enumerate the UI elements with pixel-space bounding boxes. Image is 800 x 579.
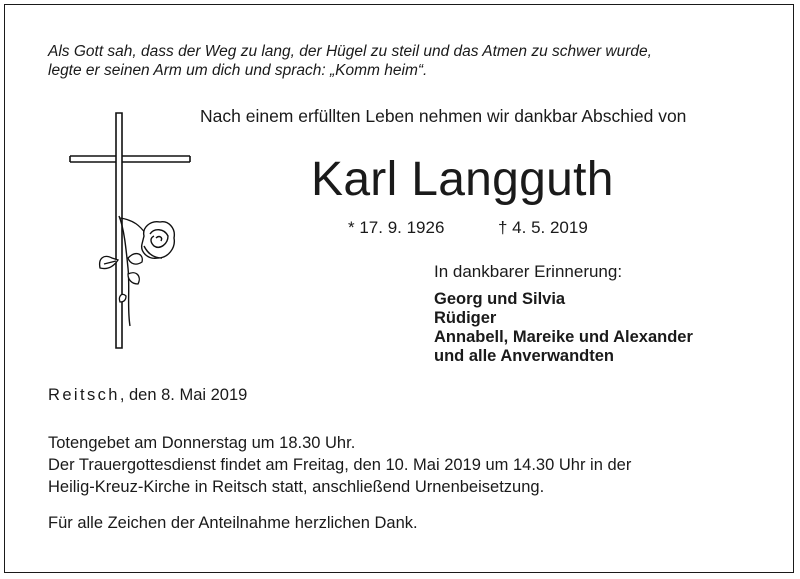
poem — [48, 42, 652, 80]
birth-date: * 17. 9. 1926 — [348, 218, 445, 237]
deceased-name: Karl Langguth — [311, 153, 614, 206]
death-date: † 4. 5. 2019 — [498, 218, 588, 237]
mourner-line: und alle Anverwandten — [434, 347, 615, 365]
mourner-line: Annabell, Mareike und Alexander — [434, 328, 693, 346]
place-name: Reitsch — [48, 386, 120, 404]
details-line: Der Trauergottesdienst findet am Freitag, den 10. Mai 2019 um 14.30 Uhr in der — [48, 456, 632, 474]
date-text: , den 8. Mai 2019 — [119, 386, 248, 404]
service-details — [48, 432, 631, 498]
mourner-line: Rüdiger — [434, 309, 497, 327]
place-date — [48, 386, 247, 405]
details-line: Totengebet am Donnerstag um 18.30 Uhr. — [48, 434, 356, 452]
mourner-line: Georg und Silvia — [434, 290, 566, 308]
cross-with-rose-icon — [64, 108, 194, 358]
poem-line-2: legte er seinen Arm um dich und sprach: „Komm heim“. — [48, 62, 428, 79]
intro-text: Nach einem erfüllten Leben nehmen wir dankbar Abschied von — [200, 106, 687, 126]
poem-line-1: Als Gott sah, dass der Weg zu lang, der Hügel zu steil und das Atmen zu schwer wurde, — [48, 43, 652, 60]
thanks-text: Für alle Zeichen der Anteilnahme herzlichen Dank. — [48, 514, 418, 532]
details-line: Heilig-Kreuz-Kirche in Reitsch statt, anschließend Urnenbeisetzung. — [48, 478, 545, 496]
memory-label: In dankbarer Erinnerung: — [434, 262, 623, 281]
mourners-list — [434, 290, 693, 366]
